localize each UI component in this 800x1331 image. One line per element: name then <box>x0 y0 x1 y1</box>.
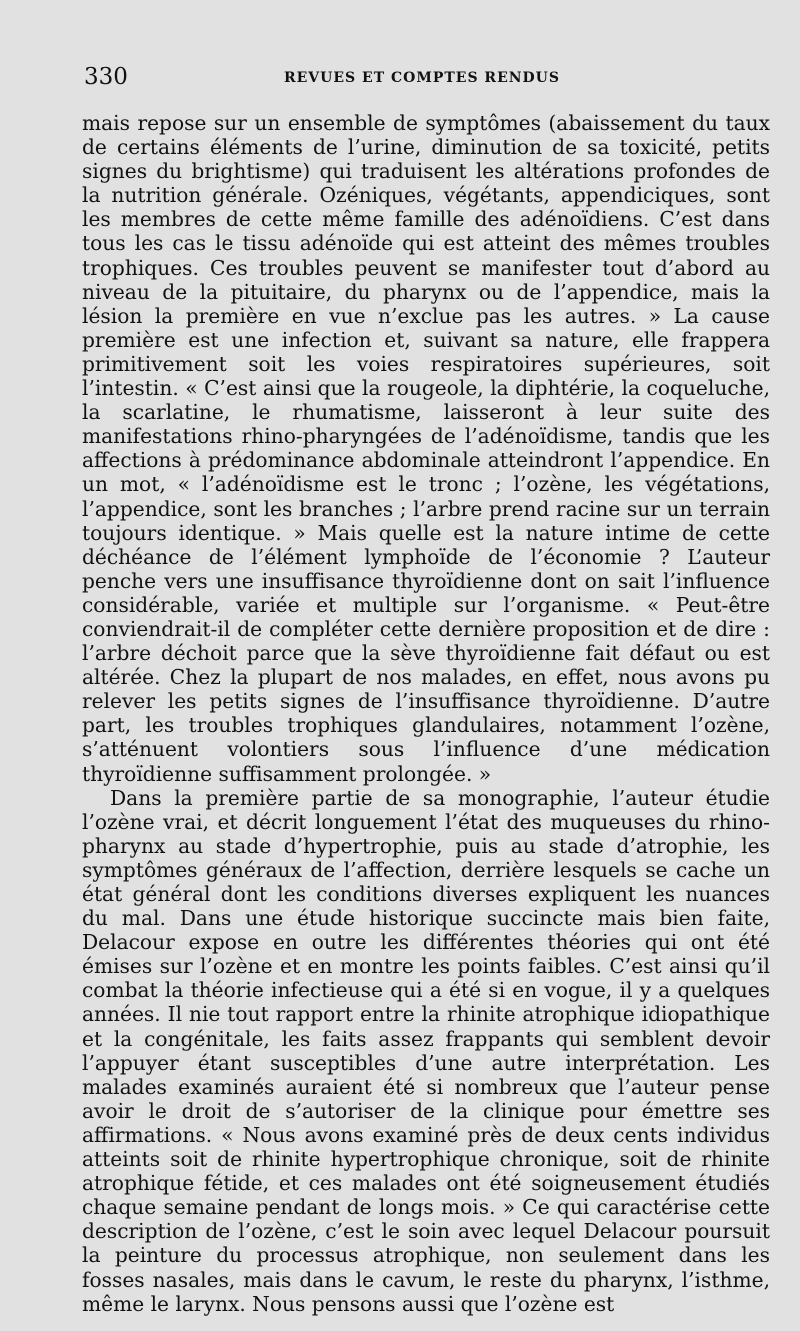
body-text <box>82 111 770 1316</box>
paragraph-1: mais repose sur un ensemble de symptômes (abaissement du taux de certains éléments de l’urine, diminution de sa toxicité, petits signes du brightisme) qui traduisent les altérations profondes de la nutrition générale. Ozéniques, végétants, appendiciques, sont les membres de cette même famille des adénoïdiens. C’est dans tous les cas le tissu adénoïde qui est atteint des mêmes troubles trophiques. Ces troubles peuvent se manifester tout d’abord au niveau de la pituitaire, du pharynx ou de l’appendice, mais la lésion la première en vue n’exclue pas les autres. » La cause première est une infection et, suivant sa nature, elle frappera primitivement soit les voies respiratoires supérieures, soit l’intestin. « C’est ainsi que la rougeole, la diphtérie, la coqueluche, la scarlatine, le rhumatisme, laisseront à leur suite des manifestations rhino-pharyngées de l’adénoïdisme, tandis que les affections à prédominance abdominale atteindront l’appendice. En un mot, « l’adénoïdisme est le tronc ; l’ozène, les végétations, l’appendice, sont les branches ; l’arbre prend racine sur un terrain toujours identique. » Mais quelle est la nature intime de cette déchéance de l’élément lymphoïde de l’économie ? L’auteur penche vers une insuffisance thyroïdienne dont on sait l’influence considérable, variée et multiple sur l’organisme. « Peut-être conviendrait-il de compléter cette dernière proposition et de dire : l’arbre déchoit parce que la sève thyroïdienne fait défaut ou est altérée. Chez la plupart de nos malades, en effet, nous avons pu relever les petits signes de l’insuffisance thyroïdienne. D’autre part, les troubles trophiques glandulaires, notamment l’ozène, s’atténuent volontiers sous l’influence d’une médication thyroïdienne suffisamment prolongée. » <box>82 111 770 786</box>
page-number: 330 <box>84 64 128 90</box>
paragraph-2: Dans la première partie de sa monographie, l’auteur étudie l’ozène vrai, et décrit longuement l’état des muqueuses du rhino-pharynx au stade d’hypertrophie, puis au stade d’atrophie, les symptômes généraux de l’affection, derrière lesquels se cache un état général dont les conditions diverses expliquent les nuances du mal. Dans une étude historique succincte mais bien faite, Delacour expose en outre les différentes théories qui ont été émises sur l’ozène et en montre les points faibles. C’est ainsi qu’il combat la théorie infectieuse qui a été si en vogue, il y a quelques années. Il nie tout rapport entre la rhinite atrophique idiopathique et la congénitale, les faits assez frappants qui semblent devoir l’appuyer étant susceptibles d’une autre interprétation. Les malades examinés auraient été si nombreux que l’auteur pense avoir le droit de s’autoriser de la clinique pour émettre ses affirmations. « Nous avons examiné près de deux cents individus atteints soit de rhinite hypertrophique chronique, soit de rhinite atrophique fétide, et ces malades ont été soigneusement étudiés chaque semaine pendant de longs mois. » Ce qui caractérise cette description de l’ozène, c’est le soin avec lequel Delacour poursuit la peinture du processus atrophique, non seulement dans les fosses nasales, mais dans le cavum, le reste du pharynx, l’isthme, même le larynx. Nous pensons aussi que l’ozène est <box>82 785 770 1316</box>
running-title: REVUES ET COMPTES RENDUS <box>284 70 560 86</box>
page-header <box>84 62 764 92</box>
